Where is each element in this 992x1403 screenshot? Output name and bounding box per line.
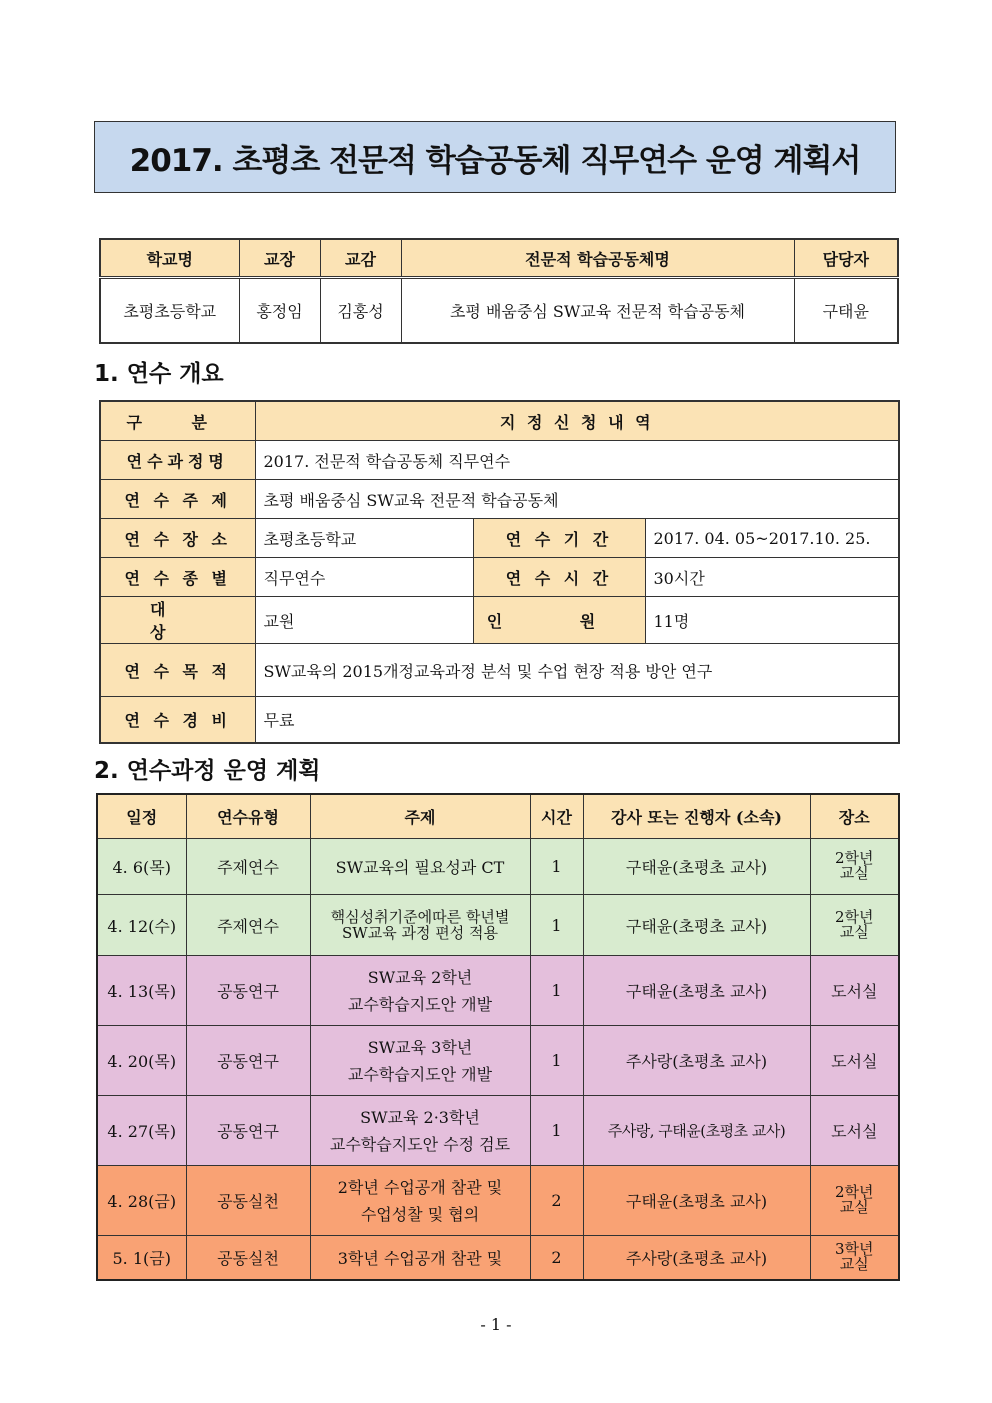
table-row [97,1166,899,1236]
row-type: 공동연구 [186,1026,310,1096]
document-title-box [94,121,896,193]
row-topic-line2: 수업성찰 및 협의 [360,1204,480,1224]
schedule-table [96,793,900,1281]
row-lecturer: 주사랑, 구태윤(초평초 교사) [583,1096,810,1166]
vice-principal: 김홍성 [320,278,401,344]
row-lecturer: 구태윤(초평초 교사) [583,895,810,956]
document-title: 2017. 초평초 전문적 학습공동체 직무연수 운영 계획서 [129,142,861,179]
row-topic: SW교육의 필요성과 CT [310,839,530,895]
row-topic-line1: SW교육 3학년 [367,1037,473,1057]
label-topic: 연 수 주 제 [100,480,255,519]
row-hours: 2 [530,1236,583,1281]
label-course-name: 연수과정명 [100,441,255,480]
row-lecturer: 주사랑(초평초 교사) [583,1026,810,1096]
row-topic-line2: SW교육 과정 편성 적용 [342,923,498,942]
row-lecturer: 구태윤(초평초 교사) [583,956,810,1026]
manager: 구태윤 [794,278,898,344]
header-vice-principal: 교감 [320,239,401,278]
header-place: 장소 [810,794,899,839]
topic: 초평 배움중심 SW교육 전문적 학습공동체 [255,480,899,519]
row-hours: 2 [530,1166,583,1236]
header-hours: 시간 [530,794,583,839]
row-topic [310,1096,530,1166]
row-place-line1: 2학년 [834,1183,874,1201]
principal: 홍정임 [239,278,320,344]
row-lecturer: 주사랑(초평초 교사) [583,1236,810,1281]
row-place: 도서실 [810,1096,899,1166]
school-info-table [99,238,899,344]
row-place [810,1166,899,1236]
section-heading-overview: 1. 연수 개요 [94,361,224,387]
row-date: 4. 27(목) [97,1096,186,1166]
row-place [810,839,899,895]
header-school-name: 학교명 [100,239,239,278]
row-place [810,1236,899,1281]
table-row [97,1026,899,1096]
header-manager: 담당자 [794,239,898,278]
row-topic [310,1026,530,1096]
row-date: 4. 12(수) [97,895,186,956]
row-date: 4. 28(금) [97,1166,186,1236]
label-cost: 연 수 경 비 [100,697,255,744]
table-row [97,956,899,1026]
section-heading-schedule: 2. 연수과정 운영 계획 [94,758,321,784]
row-topic [310,1166,530,1236]
row-lecturer: 구태윤(초평초 교사) [583,839,810,895]
row-place: 도서실 [810,956,899,1026]
row-topic-line2: 교수학습지도안 개발 [347,994,493,1014]
row-place-line1: 3학년 [834,1240,874,1258]
place: 초평초등학교 [255,519,473,558]
table-row [97,1236,899,1281]
row-place-line2: 교실 [839,922,869,941]
label-target: 대 상 [100,597,255,644]
header-date: 일정 [97,794,186,839]
row-topic: 3학년 수업공개 참관 및 [310,1236,530,1281]
header-lecturer: 강사 또는 진행자 (소속) [583,794,810,839]
label-people: 인 원 [473,597,645,644]
row-topic [310,956,530,1026]
label-place: 연 수 장 소 [100,519,255,558]
people: 11명 [645,597,899,644]
row-hours: 1 [530,895,583,956]
row-type: 공동실천 [186,1166,310,1236]
row-hours: 1 [530,956,583,1026]
header-type: 연수유형 [186,794,310,839]
header-principal: 교장 [239,239,320,278]
overview-col-details: 지 정 신 청 내 역 [255,401,899,441]
row-place-line2: 교실 [839,1198,869,1216]
row-topic-line1: 2학년 수업공개 참관 및 [337,1177,503,1197]
row-topic-line2: 교수학습지도안 수정 검토 [329,1134,511,1154]
row-place-line1: 2학년 [834,907,874,926]
row-type: 주제연수 [186,895,310,956]
row-type: 공동연구 [186,956,310,1026]
row-date: 4. 20(목) [97,1026,186,1096]
row-date: 5. 1(금) [97,1236,186,1281]
label-kind: 연 수 종 별 [100,558,255,597]
course-name: 2017. 전문적 학습공동체 직무연수 [255,441,899,480]
community-name: 초평 배움중심 SW교육 전문적 학습공동체 [401,278,794,344]
overview-col-category: 구 분 [100,401,255,441]
kind: 직무연수 [255,558,473,597]
header-topic: 주제 [310,794,530,839]
row-topic [310,895,530,956]
school-name: 초평초등학교 [100,278,239,344]
row-place: 도서실 [810,1026,899,1096]
row-topic-line2: 교수학습지도안 개발 [347,1064,493,1084]
period: 2017. 04. 05~2017.10. 25. [645,519,899,558]
table-row [97,839,899,895]
row-place-line2: 교실 [839,864,869,882]
row-topic-line1: SW교육 2학년 [367,967,473,987]
label-purpose: 연 수 목 적 [100,644,255,697]
row-place-line1: 2학년 [834,849,874,867]
row-type: 공동연구 [186,1096,310,1166]
label-hours: 연 수 시 간 [473,558,645,597]
row-date: 4. 13(목) [97,956,186,1026]
row-date: 4. 6(목) [97,839,186,895]
label-period: 연 수 기 간 [473,519,645,558]
cost: 무료 [255,697,899,744]
row-hours: 1 [530,1096,583,1166]
table-row [97,895,899,956]
row-topic-line1: 핵심성취기준에따른 학년별 [330,907,510,926]
purpose: SW교육의 2015개정교육과정 분석 및 수업 현장 적용 방안 연구 [255,644,899,697]
row-lecturer: 구태윤(초평초 교사) [583,1166,810,1236]
page-number: - 1 - [480,1315,512,1334]
overview-table [99,400,900,744]
row-type: 공동실천 [186,1236,310,1281]
target: 교원 [255,597,473,644]
table-row [97,1096,899,1166]
hours: 30시간 [645,558,899,597]
row-place-line2: 교실 [839,1255,869,1273]
row-hours: 1 [530,1026,583,1096]
header-community-name: 전문적 학습공동체명 [401,239,794,278]
row-topic-line1: SW교육 2·3학년 [360,1107,480,1127]
row-type: 주제연수 [186,839,310,895]
row-hours: 1 [530,839,583,895]
row-place [810,895,899,956]
